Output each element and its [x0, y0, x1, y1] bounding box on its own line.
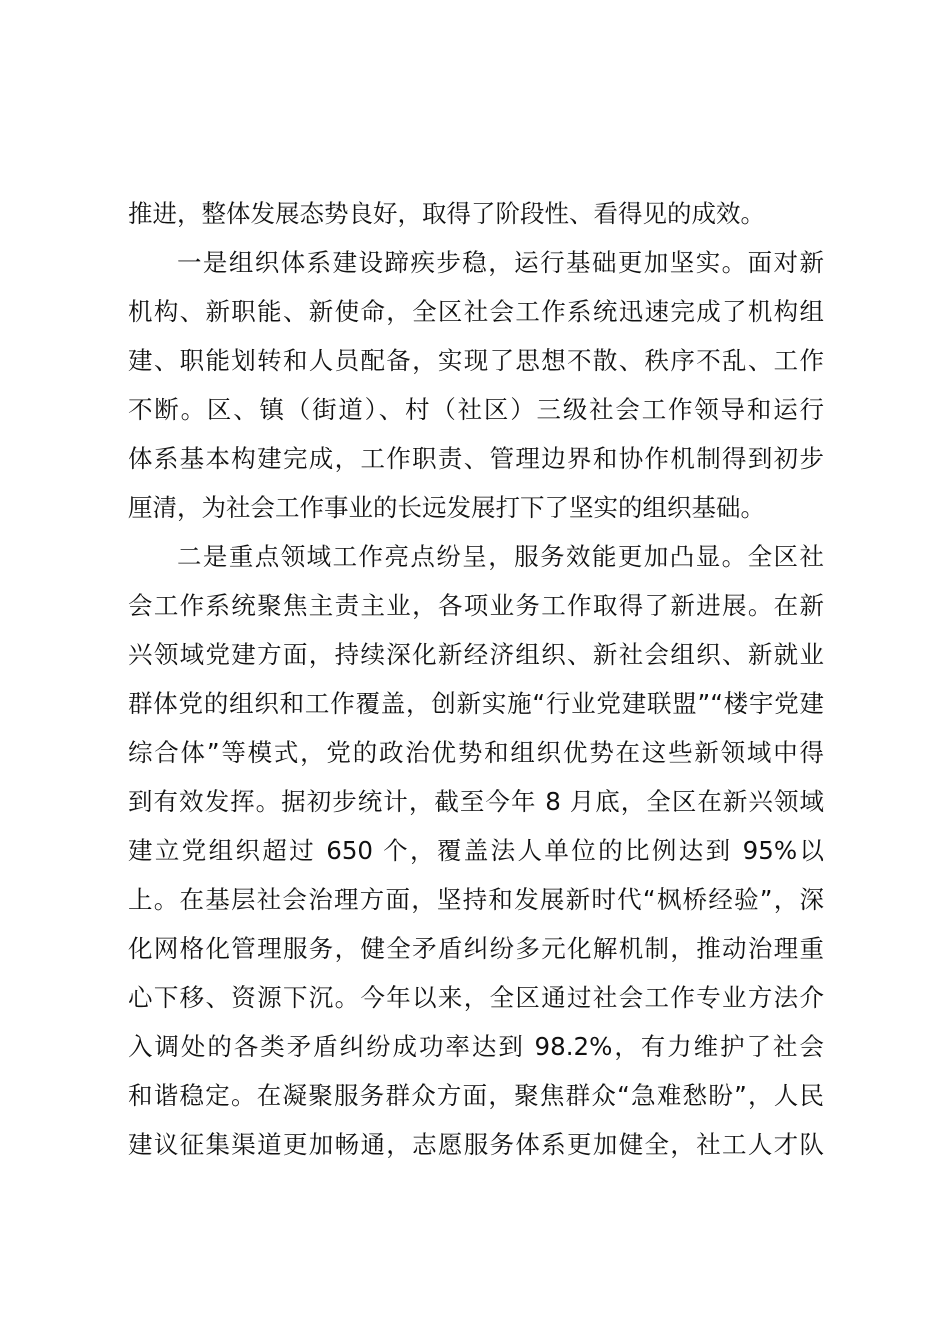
text-line: 会工作系统聚焦主责主业，各项业务工作取得了新进展。在新: [128, 591, 824, 620]
text-line: 化网格化管理服务，健全矛盾纠纷多元化解机制，推动治理重: [128, 934, 824, 963]
text-line: 综合体”等模式，党的政治优势和组织优势在这些新领域中得: [128, 738, 824, 767]
text-line: 厘清，为社会工作事业的长远发展打下了坚实的组织基础。: [128, 493, 765, 522]
text-line: 和谐稳定。在凝聚服务群众方面，聚焦群众“急难愁盼”，人民: [128, 1081, 824, 1110]
text-line: 机构、新职能、新使命，全区社会工作系统迅速完成了机构组: [128, 297, 824, 326]
text-line: 兴领域党建方面，持续深化新经济组织、新社会组织、新就业: [128, 640, 824, 669]
text-line: 群体党的组织和工作覆盖，创新实施“行业党建联盟”“楼宇党建: [128, 689, 824, 718]
text-line: 体系基本构建完成，工作职责、管理边界和协作机制得到初步: [128, 444, 824, 473]
text-line: 到有效发挥。据初步统计，截至今年 8 月底，全区在新兴领域: [128, 787, 824, 816]
text-line: 不断。区、镇（街道）、村（社区）三级社会工作领导和运行: [128, 395, 824, 424]
text-line: 上。在基层社会治理方面，坚持和发展新时代“枫桥经验”，深: [128, 885, 824, 914]
text-line: 入调处的各类矛盾纠纷成功率达到 98.2%，有力维护了社会: [128, 1032, 824, 1061]
body-text: [128, 189, 824, 1169]
text-line: 建立党组织超过 650 个，覆盖法人单位的比例达到 95%以: [128, 836, 824, 865]
paragraph-start-line: 二是重点领域工作亮点纷呈，服务效能更加凸显。全区社: [177, 542, 824, 571]
paragraph-start-line: 一是组织体系建设蹄疾步稳，运行基础更加坚实。面对新: [177, 248, 824, 277]
text-line: 心下移、资源下沉。今年以来，全区通过社会工作专业方法介: [128, 983, 824, 1012]
text-line: 推进，整体发展态势良好，取得了阶段性、看得见的成效。: [128, 199, 765, 228]
text-line: 建议征集渠道更加畅通，志愿服务体系更加健全，社工人才队: [128, 1130, 824, 1159]
text-line: 建、职能划转和人员配备，实现了思想不散、秩序不乱、工作: [128, 346, 824, 375]
